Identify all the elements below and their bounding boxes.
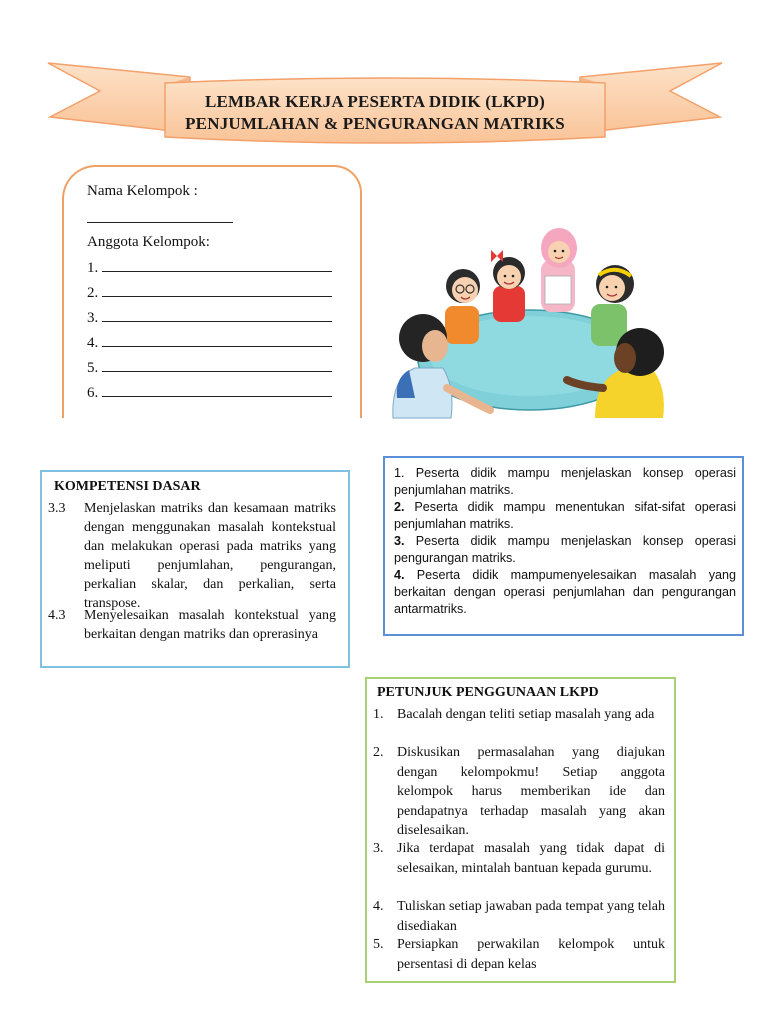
competency-number: 3.3 — [48, 501, 66, 516]
instruction-number: 2. — [373, 745, 384, 760]
instruction-item — [373, 743, 665, 841]
competency-text: Menjelaskan matriks dan kesamaan matriks dengan menggunakan masalah kontekstual dan melakukan operasi pada matriks yang meliputi penjumlahan, pengurangan, perkalian skalar, dan perkalian, serta transpose. — [84, 501, 336, 611]
banner-title-line1: LEMBAR KERJA PESERTA DIDIK (LKPD) — [204, 92, 546, 111]
instruction-item — [373, 897, 665, 936]
member-number: 3. — [87, 310, 99, 326]
member-number: 4. — [87, 335, 99, 351]
competency-text: Menyelesaikan masalah kontekstual yang berkaitan dengan matriks dan oprerasinya — [84, 608, 336, 642]
member-row-2[interactable] — [87, 284, 332, 302]
member-row-4[interactable] — [87, 334, 332, 352]
objective-item — [394, 567, 736, 618]
objective-item — [394, 533, 736, 567]
instructions-title: PETUNJUK PENGGUNAAN LKPD — [377, 685, 599, 700]
objective-text: Peserta didik mampu menjelaskan konsep operasi penjumlahan matriks. — [394, 466, 736, 497]
objective-number: 2. — [394, 500, 405, 514]
instruction-text: Jika terdapat masalah yang tidak dapat di selesaikan, mintalah bantuan kepada gurumu. — [397, 841, 665, 876]
member-number: 1. — [87, 260, 99, 276]
instruction-item — [373, 705, 665, 725]
competency-item — [48, 499, 336, 613]
instruction-text: Persiapkan perwakilan kelompok untuk persentasi di depan kelas — [397, 937, 665, 972]
member-row-1[interactable] — [87, 259, 332, 277]
objective-number: 3. — [394, 534, 405, 548]
objective-number: 4. — [394, 568, 405, 582]
competency-number: 4.3 — [48, 608, 66, 623]
member-row-6[interactable] — [87, 384, 332, 402]
member-number: 2. — [87, 285, 99, 301]
instruction-text: Diskusikan permasalahan yang diajukan dengan kelompokmu! Setiap anggota kelompok harus memberikan ide dan pendapatnya terhadap masalah yang akan diselesaikan. — [397, 745, 665, 838]
instruction-number: 4. — [373, 899, 384, 914]
member-number: 6. — [87, 385, 99, 401]
learning-objectives-box — [383, 456, 744, 636]
objective-text: Peserta didik mampumenyelesaikan masalah yang berkaitan dengan operasi penjumlahan dan pengurangan antarmatriks. — [394, 568, 737, 616]
competency-item — [48, 606, 336, 644]
member-row-3[interactable] — [87, 309, 332, 327]
instruction-text: Bacalah dengan teliti setiap masalah yang ada — [397, 707, 655, 722]
kid-hijab — [541, 228, 577, 312]
competency-title: KOMPETENSI DASAR — [54, 479, 201, 494]
objective-item — [394, 499, 736, 533]
objective-text: Peserta didik mampu menjelaskan konsep operasi pengurangan matriks. — [394, 534, 736, 565]
group-members-label: Anggota Kelompok: — [87, 234, 210, 250]
instruction-item — [373, 935, 665, 974]
banner-title-line2: PENJUMLAHAN & PENGURANGAN MATRIKS — [185, 114, 565, 133]
instructions-box — [365, 677, 676, 983]
member-row-5[interactable] — [87, 359, 332, 377]
competency-box — [40, 470, 350, 668]
kid-glasses — [445, 269, 480, 344]
member-number: 5. — [87, 360, 99, 376]
group-name-field[interactable] — [87, 210, 233, 228]
objective-number: 1. — [394, 466, 405, 480]
group-discussion-illustration — [385, 228, 675, 423]
instruction-number: 1. — [373, 707, 384, 722]
instruction-text: Tuliskan setiap jawaban pada tempat yang telah disediakan — [397, 899, 665, 934]
instruction-number: 3. — [373, 841, 384, 856]
instruction-number: 5. — [373, 937, 384, 952]
objective-text: Peserta didik mampu menentukan sifat-sifat operasi penjumlahan matriks. — [394, 500, 736, 531]
instruction-item — [373, 839, 665, 878]
kid-red-bow — [491, 250, 525, 322]
objective-item — [394, 465, 736, 499]
group-name-label: Nama Kelompok : — [87, 183, 198, 199]
